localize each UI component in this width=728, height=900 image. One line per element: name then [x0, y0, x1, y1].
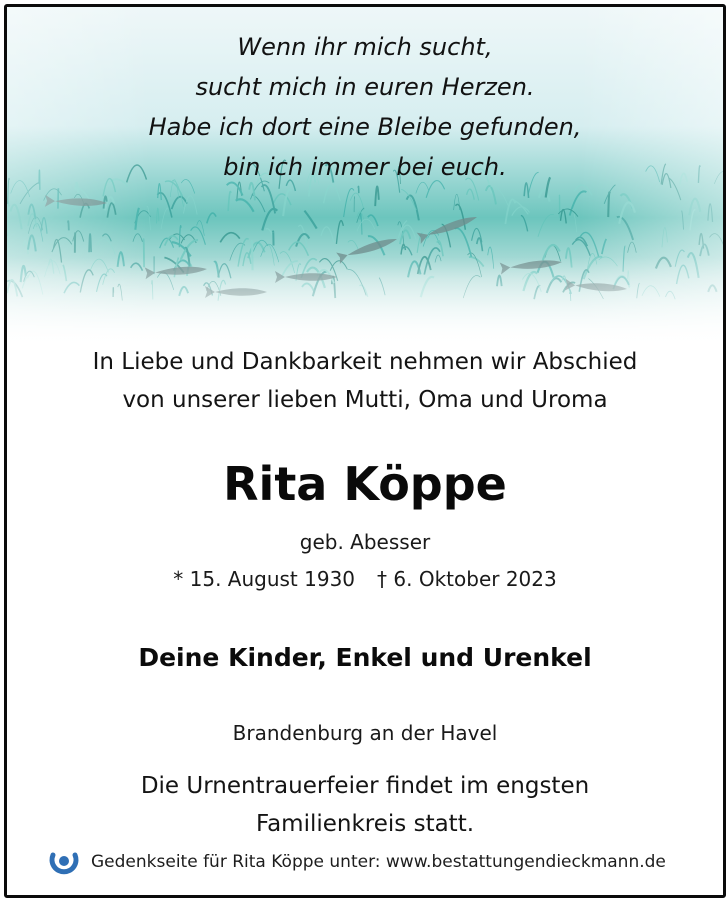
memorial-figure-icon: [47, 845, 81, 879]
memorial-page-footer: [47, 845, 666, 879]
memorial-website-link[interactable]: www.bestattungendieckmann.de: [385, 852, 666, 872]
place: Brandenburg an der Havel: [232, 721, 498, 745]
death-date: † 6. Oktober 2023: [377, 567, 557, 591]
poem: [7, 27, 723, 187]
note-line: Familienkreis statt.: [255, 811, 475, 837]
intro-line: In Liebe und Dankbarkeit nehmen wir Abschied: [92, 349, 638, 375]
poem-line: bin ich immer bei euch.: [223, 153, 507, 181]
obituary-card: [4, 4, 726, 898]
farewell-intro: [7, 343, 723, 419]
deceased-name: Rita Köppe: [223, 457, 507, 511]
poem-line: Habe ich dort eine Bleibe gefunden,: [148, 113, 582, 141]
birth-date: * 15. August 1930: [173, 567, 356, 591]
funeral-note: [7, 767, 723, 843]
note-line: Die Urnentrauerfeier findet im engsten: [140, 773, 590, 799]
poem-line: sucht mich in euren Herzen.: [195, 73, 535, 101]
maiden-name: geb. Abesser: [299, 530, 431, 554]
footer-label: Gedenkseite für Rita Köppe unter:: [91, 852, 386, 872]
mourners: Deine Kinder, Enkel und Urenkel: [138, 643, 592, 672]
poem-line: Wenn ihr mich sucht,: [237, 33, 493, 61]
intro-line: von unserer lieben Mutti, Oma und Uroma: [122, 387, 608, 413]
footer-text: [91, 852, 666, 872]
life-dates: [7, 567, 723, 591]
